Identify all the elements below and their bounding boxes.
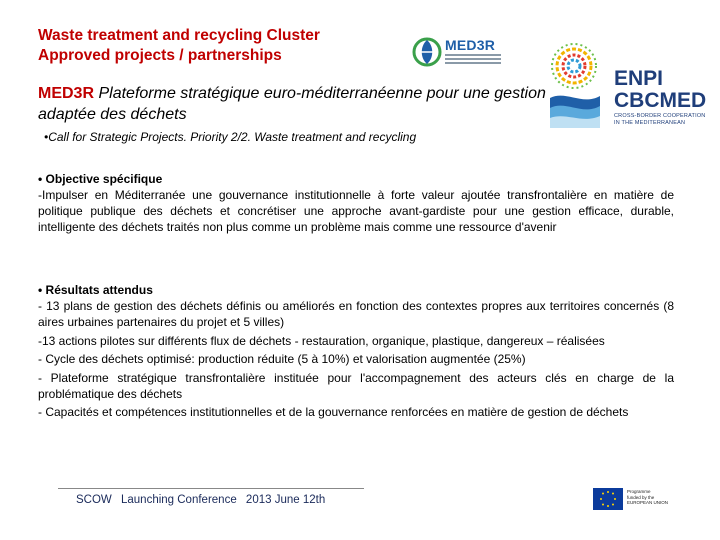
result-item: - Capacités et compétences institutionnelles et de la gouvernance renforcées en matière de gestion de déchets [38, 405, 629, 419]
project-heading [38, 83, 558, 125]
med3r-logo [412, 34, 512, 72]
slide-title-line-2: Approved projects / partnerships [38, 47, 282, 64]
enpi-wordmark [614, 68, 706, 112]
enpi-subtitle [614, 113, 714, 126]
eu-caption [627, 489, 668, 506]
med3r-wordmark: MED3R [445, 37, 496, 53]
slide-title [38, 26, 418, 66]
slide-title-line-1: Waste treatment and recycling Cluster [38, 27, 320, 44]
eu-caption-line-3: EUROPEAN UNION [627, 500, 669, 505]
enpi-label: ENPI [614, 67, 664, 90]
eu-caption-line-1: Programme [627, 489, 651, 494]
footer-text [76, 494, 331, 506]
med3r-tagline-lines [445, 54, 501, 66]
enpi-subtitle-line-1: CROSS-BORDER COOPERATION [614, 113, 706, 119]
footer-org: SCOW [76, 494, 112, 506]
enpi-cbcmed-logo [548, 36, 718, 136]
result-item: - Plateforme stratégique transfrontalière instituée pour l'accompagnement des acteurs clés en charge de la problématique des déchets [38, 370, 674, 401]
footer-date: 2013 June 12th [245, 494, 326, 506]
eu-flag-icon [593, 488, 623, 510]
result-item: -13 actions pilotes sur différents flux de déchets - restauration, organique, plastique, dangereux – réalisées [38, 333, 605, 348]
med3r-leaf-icon [412, 34, 442, 70]
objective-title: • Objective spécifique [38, 172, 163, 186]
eu-caption-line-2: funded by the [627, 494, 655, 500]
enpi-subtitle-line-2: IN THE MEDITERRANEAN [614, 119, 686, 126]
objective-section [38, 171, 674, 235]
footer-event: Launching Conference [120, 494, 237, 506]
result-item: - Cycle des déchets optimisé: production réduite (5 à 10%) et valorisation augmentée (25%) [38, 352, 526, 366]
cbcmed-label: CBCMED [614, 89, 707, 112]
results-title: • Résultats attendus [38, 283, 153, 297]
footer-divider [58, 488, 364, 489]
result-item: - 13 plans de gestion des déchets définis ou améliorés en fonction des contextes propres aux territoires concernés (8 aires urbaines partenaires du projet et 5 villes) [38, 299, 674, 329]
project-acronym: MED3R [38, 85, 95, 102]
project-description: Plateforme stratégique euro-méditerranéenne pour une gestion adaptée des déchets [38, 85, 546, 123]
objective-text: -Impulser en Méditerranée une gouvernance institutionnelle à forte valeur ajoutée transfrontalière en matière de politique publique des déchets et concrétiser une approche avant-gardiste pour une gestion efficace, durable, intelligente des déchets traités non plus comme un problème mais comme une ressource d'avenir [38, 188, 674, 234]
results-section [38, 282, 674, 423]
call-line: •Call for Strategic Projects. Priority 2/2. Waste treatment and recycling [44, 130, 417, 144]
